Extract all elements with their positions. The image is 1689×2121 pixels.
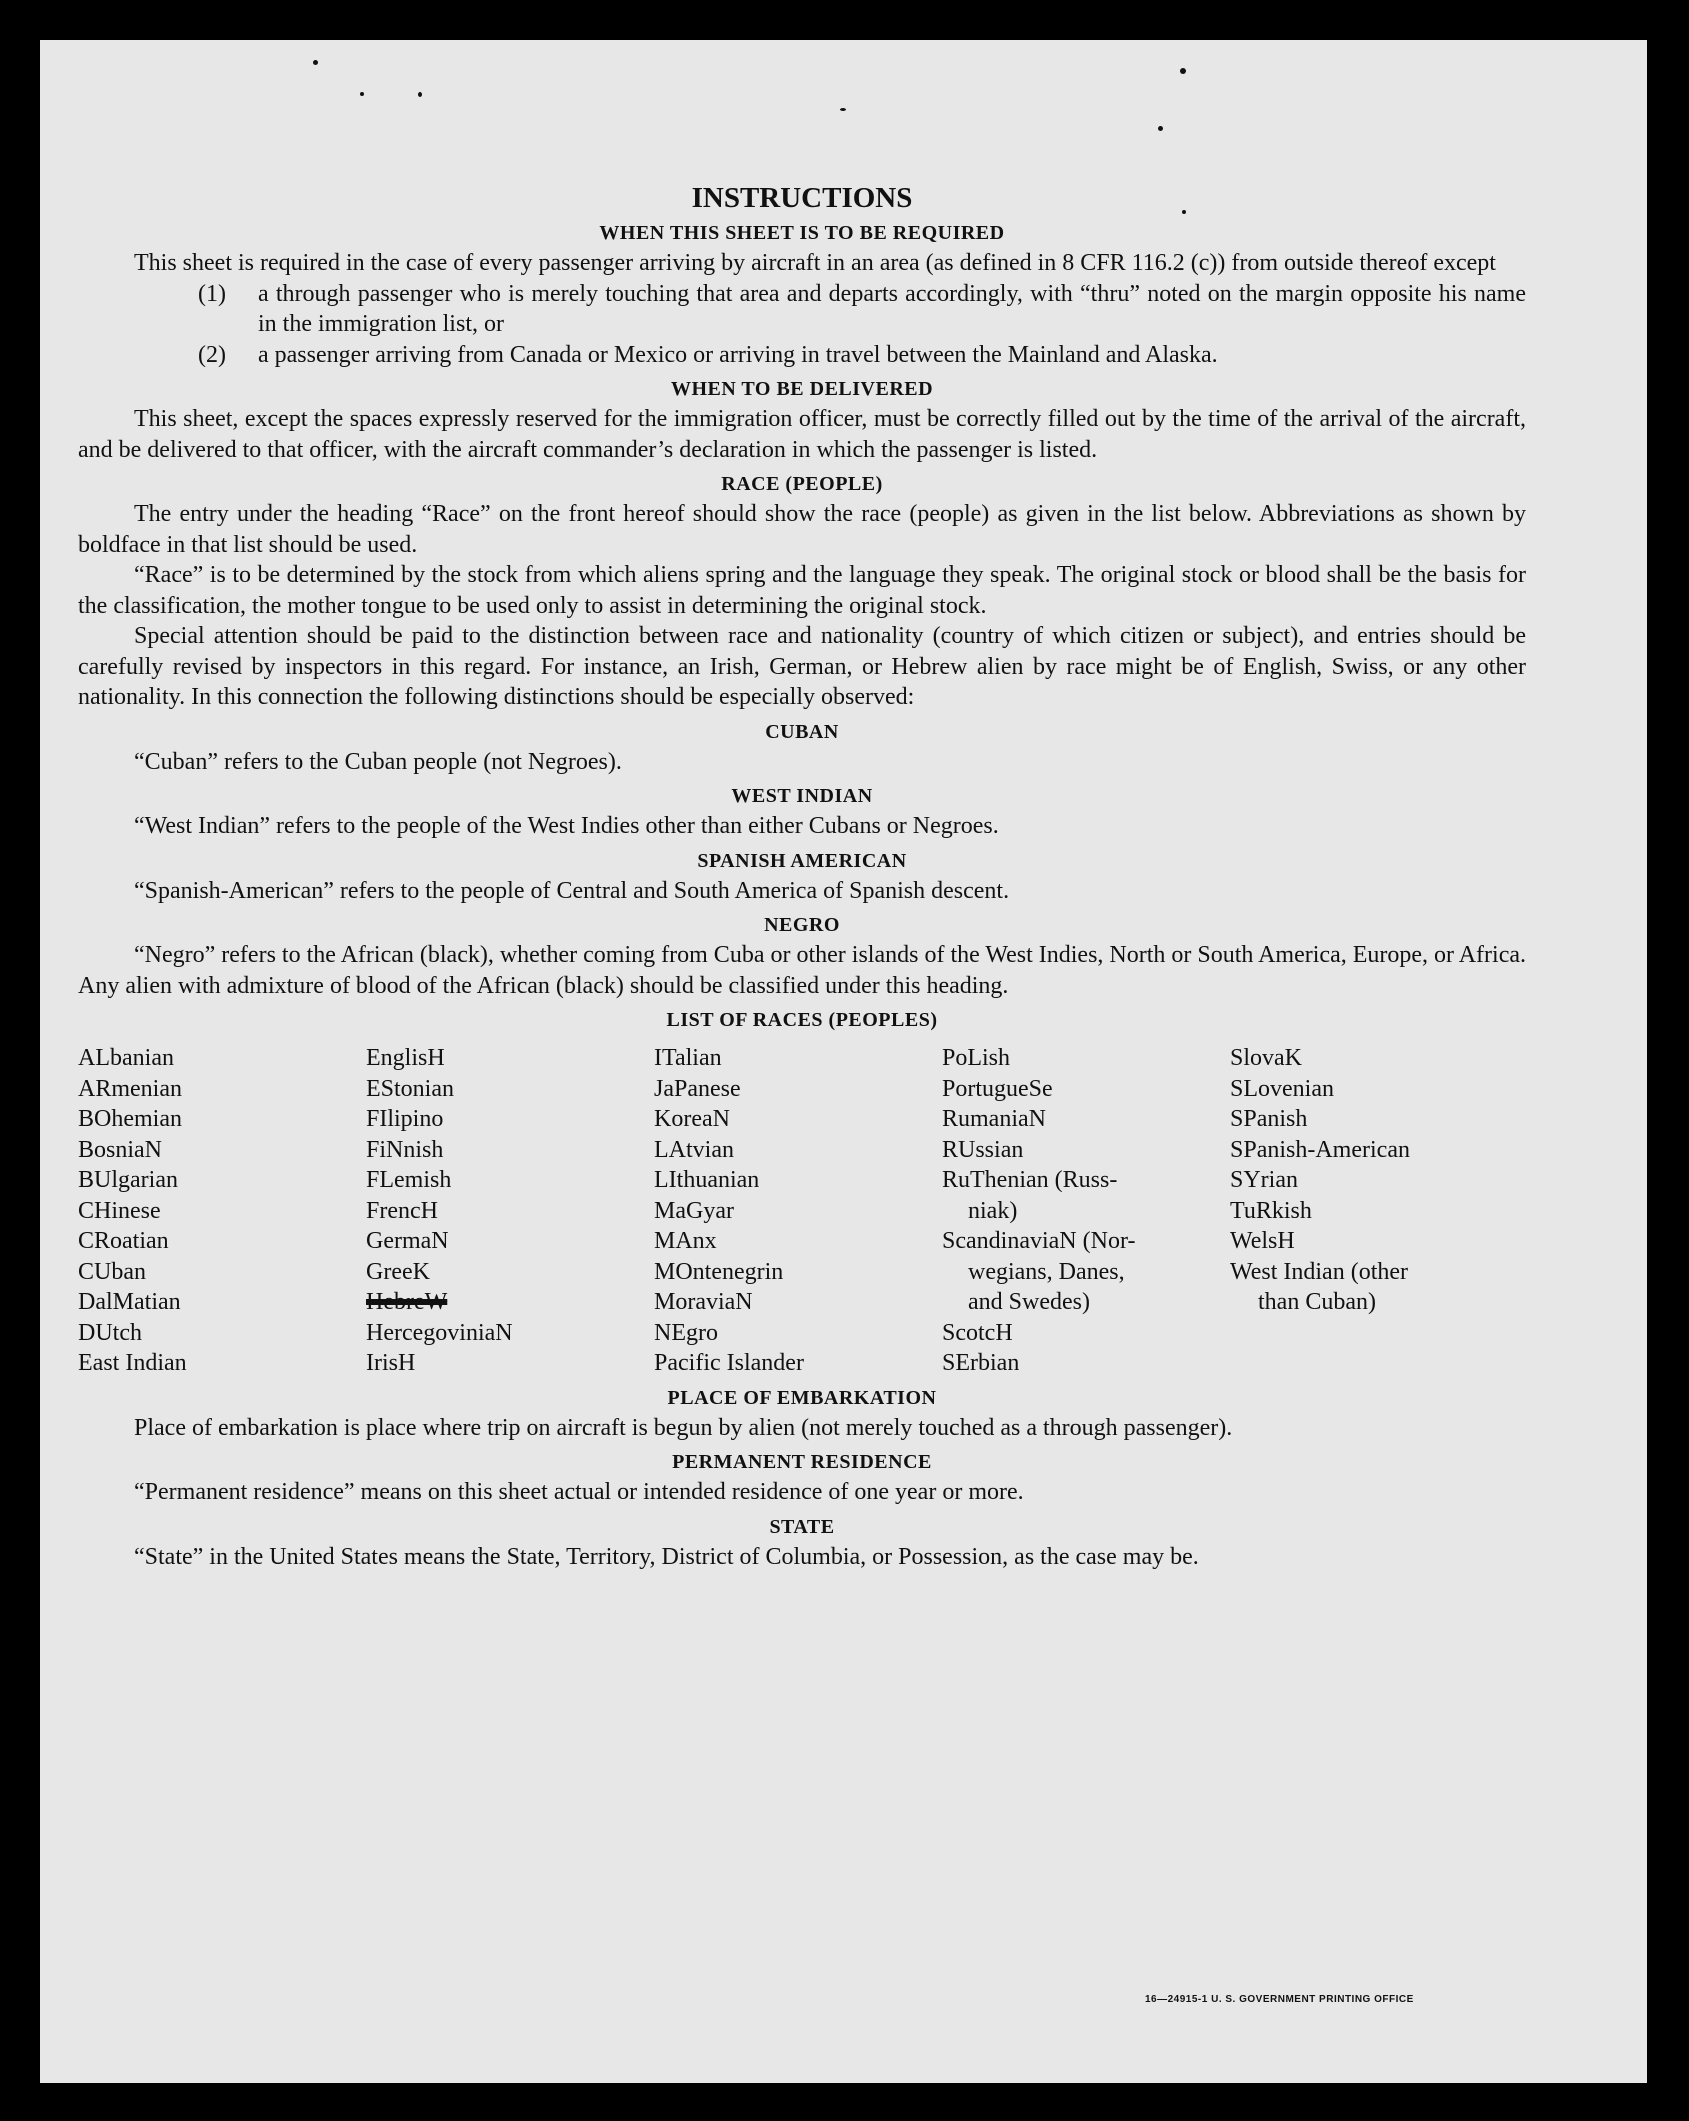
scan-speck (1180, 68, 1186, 74)
race-entry: DUtch (78, 1319, 142, 1346)
race-entry: LIthuanian (654, 1167, 760, 1193)
west-indian-text: “West Indian” refers to the people of the West Indies other than either Cubans or Negroes. (134, 813, 999, 839)
exception-text: a passenger arriving from Canada or Mexico or arriving in travel between the Mainland and Alaska. (258, 341, 1218, 368)
race-paragraph-2: “Race” is to be determined by the stock from which aliens spring and the language they speak. The original stock or blood shall be the basis for the classification, the mother tongue to be used only to assist in determining the original stock. (78, 562, 1526, 619)
race-entry-continued: than Cuban) (1258, 1289, 1376, 1315)
embarkation-text: Place of embarkation is place where trip on aircraft is begun by alien (not merely touched as a through passenger). (134, 1414, 1233, 1441)
race-entry: FLemish (366, 1167, 452, 1193)
race-entry: MoraviaN (654, 1289, 753, 1315)
race-entry: ITalian (654, 1045, 722, 1071)
race-entry: RUssian (942, 1136, 1024, 1163)
race-entry: ScandinaviaN (Nor- (942, 1228, 1136, 1254)
race-entry: WelsH (1230, 1228, 1295, 1254)
race-paragraph-1: The entry under the heading “Race” on the front hereof should show the race (people) as given in the list below. Abbreviations as shown by boldface in that list should be used. (78, 501, 1526, 558)
race-paragraph-3: Special attention should be paid to the distinction between race and nationality (country of which citizen or subject), and entries should be carefully revised by inspectors in this regard. For instance, an Irish, German, or Hebrew alien by race might be of English, Swiss, or any other nationality. In this connection the following distinctions should be especially observed: (78, 623, 1526, 710)
section-title-negro: NEGRO (764, 914, 840, 936)
scan-speck (1158, 126, 1163, 131)
cuban-text: “Cuban” refers to the Cuban people (not Negroes). (134, 748, 622, 775)
race-entry: FiNnish (366, 1136, 444, 1163)
scan-speck (1182, 210, 1186, 214)
scan-speck (360, 92, 364, 96)
exception-text: a through passenger who is merely touching that area and departs accordingly, with “thru” noted on the margin opposite his name in the immigration list, or (258, 280, 1526, 337)
section-title-permanent-residence: PERMANENT RESIDENCE (672, 1451, 932, 1473)
section-title-spanish-american: SPANISH AMERICAN (697, 849, 907, 872)
race-entry: SLovenian (1230, 1075, 1334, 1102)
section-title-race: RACE (PEOPLE) (721, 473, 883, 495)
race-entry: SPanish (1230, 1106, 1308, 1132)
race-entry: PortugueSe (942, 1075, 1053, 1102)
section-title-when-delivered: WHEN TO BE DELIVERED (670, 378, 934, 400)
section-title-cuban: CUBAN (765, 720, 839, 743)
race-entry: EStonian (366, 1075, 454, 1102)
state-text: “State” in the United States means the State, Territory, District of Columbia, or Possession, as the case may be. (134, 1543, 1199, 1570)
race-entry-continued: wegians, Danes, (968, 1258, 1125, 1285)
race-entry: ARmenian (78, 1075, 182, 1102)
race-entry: MAnx (654, 1228, 717, 1254)
race-column-5 (1230, 1043, 1530, 1379)
negro-text: “Negro” refers to the African (black), whether coming from Cuba or other islands of the West Indies, North or South America, Europe, or Africa. Any alien with admixture of blood of the African (black) should be classified under this heading. (78, 942, 1526, 999)
exception-item-2 (78, 340, 1526, 371)
race-column-3 (654, 1043, 942, 1379)
race-entry: DalMatian (78, 1289, 181, 1315)
race-entry: SErbian (942, 1350, 1020, 1376)
when-required-intro: This sheet is required in the case of every passenger arriving by aircraft in an area (as defined in 8 CFR 116.2 (c)) from outside thereof except (134, 250, 1496, 276)
race-entry: MOntenegrin (654, 1258, 784, 1285)
section-title-state: STATE (769, 1515, 835, 1538)
race-entry: NEgro (654, 1319, 718, 1346)
race-entry: ScotcH (942, 1319, 1013, 1346)
race-entry-continued: and Swedes) (968, 1289, 1090, 1315)
scan-speck (840, 108, 846, 111)
race-entry: JaPanese (654, 1075, 741, 1102)
document-sheet (40, 40, 1647, 2083)
race-entry: MaGyar (654, 1197, 734, 1224)
race-column-4 (942, 1043, 1230, 1379)
race-entry: RuThenian (Russ- (942, 1167, 1118, 1193)
race-entry: West Indian (other (1230, 1258, 1409, 1285)
race-entry: BosniaN (78, 1136, 162, 1163)
printer-imprint: 16—24915-1 U. S. GOVERNMENT PRINTING OFFICE (1145, 1994, 1414, 2005)
race-entry-struck: HebreW (366, 1289, 448, 1315)
race-entry: GreeK (366, 1258, 430, 1285)
race-entry: CHinese (78, 1197, 161, 1224)
exception-item-1 (78, 279, 1526, 340)
race-entry: RumaniaN (942, 1106, 1046, 1132)
race-entry: BUlgarian (78, 1167, 178, 1193)
spanish-american-text: “Spanish-American” refers to the people of Central and South America of Spanish descent. (134, 877, 1010, 904)
race-entry-continued: niak) (968, 1197, 1018, 1224)
race-entry: TuRkish (1230, 1197, 1312, 1224)
race-entry: ALbanian (78, 1045, 174, 1071)
page-title: INSTRUCTIONS (691, 182, 913, 214)
scan-speck (418, 92, 422, 97)
race-list (78, 1043, 1526, 1379)
section-title-west-indian: WEST INDIAN (731, 785, 873, 807)
scan-speck (313, 60, 318, 65)
race-entry: SPanish-American (1230, 1136, 1410, 1163)
race-entry: KoreaN (654, 1106, 730, 1132)
race-entry: FrencH (366, 1197, 438, 1224)
race-entry: Pacific Islander (654, 1350, 804, 1376)
exception-number: (1) (198, 280, 226, 307)
race-entry: SYrian (1230, 1167, 1298, 1193)
race-entry: CRoatian (78, 1228, 169, 1254)
race-entry: PoLish (942, 1045, 1011, 1071)
race-entry: CUban (78, 1258, 146, 1285)
race-entry: East Indian (78, 1350, 187, 1376)
race-entry: LAtvian (654, 1136, 734, 1163)
race-entry: FIlipino (366, 1106, 444, 1132)
section-title-when-required: WHEN THIS SHEET IS TO BE REQUIRED (599, 222, 1005, 244)
race-entry: IrisH (366, 1350, 416, 1376)
section-title-embarkation: PLACE OF EMBARKATION (667, 1386, 937, 1409)
instructions-body (78, 182, 1526, 1572)
race-entry: HercegoviniaN (366, 1319, 513, 1346)
race-entry: BOhemian (78, 1106, 182, 1132)
race-entry: EnglisH (366, 1045, 445, 1071)
when-delivered-text: This sheet, except the spaces expressly reserved for the immigration officer, must be correctly filled out by the time of the arrival of the aircraft, and be delivered to that officer, with the aircraft commander’s declaration in which the passenger is listed. (78, 406, 1526, 463)
race-column-2 (366, 1043, 654, 1379)
race-entry: SlovaK (1230, 1045, 1302, 1071)
permanent-residence-text: “Permanent residence” means on this sheet actual or intended residence of one year or more. (134, 1479, 1024, 1505)
race-entry: GermaN (366, 1228, 449, 1254)
exception-number: (2) (198, 341, 226, 368)
section-title-list-of-races: LIST OF RACES (PEOPLES) (666, 1009, 938, 1031)
race-column-1 (78, 1043, 366, 1379)
